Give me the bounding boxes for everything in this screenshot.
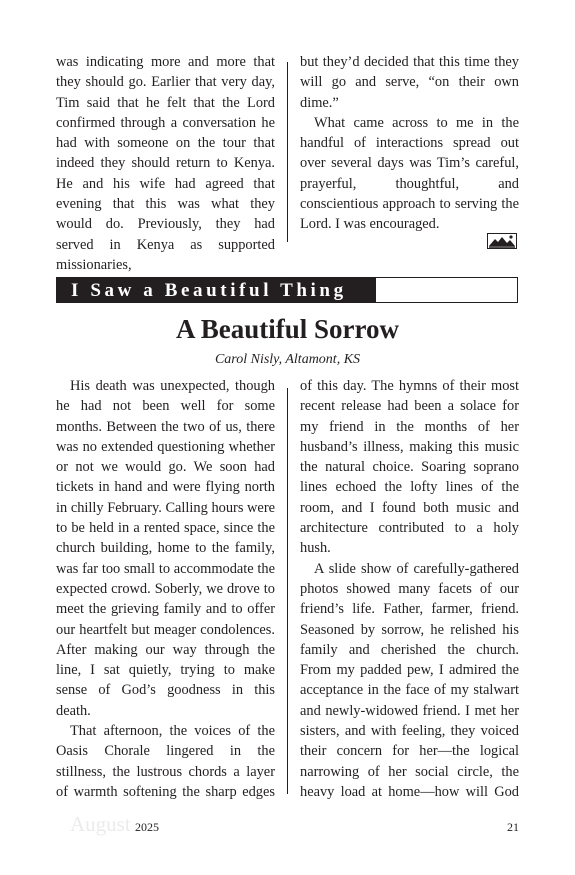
paragraph: A slide show of carefully-gathered photos showed many facets of our friend’s life. Father, farmer, friend. Seasoned by sorrow, he relished his family and cherished the church. From my padded pew, I admired the acceptance in the face of my stalwart and newly-widowed friend. I met her sisters, and with feeling, they voiced their concern for her—the logical narrowing of her social circle, the heavy load at home—how will God xyxy=(300,560,519,800)
paragraph: of this day. The hymns of their most recent release had been a solace for my friend in the months of her husband’s illness, making this music the natural choice. Soaring soprano lines echoed the lofty lines of the room, and I found both music and architecture contributed to a holy hush. xyxy=(300,378,519,557)
prev-article-left-column xyxy=(56,52,275,275)
paragraph: That afternoon, the voices of the Oasis Chorale lingered in the stillness, the lustrous chords a layer of warmth softening the sharp edges xyxy=(56,723,275,800)
section-label: I Saw a Beautiful Thing xyxy=(57,278,376,302)
paragraph: was indicating more and more that they should go. Earlier that very day, Tim said that he felt that the Lord confirmed through a conversation he had with someone on the tour that indeed they should return to Kenya. He and his wife had agreed that evening that this was what they would do. Previously, they had served in Kenya as supported missionaries, xyxy=(56,54,275,273)
page-number: 21 xyxy=(507,820,519,834)
paragraph: What came across to me in the handful of interactions spread out over several days was Tim’s careful, prayerful, thoughtful, and conscientious approach to serving the Lord. I was encouraged. xyxy=(300,114,519,233)
prev-article-right-column xyxy=(300,52,519,235)
paragraph: but they’d decided that this time they will go and serve, “on their own dime.” xyxy=(300,54,519,111)
column-divider xyxy=(287,388,288,794)
column-divider xyxy=(287,62,288,242)
article-title: A Beautiful Sorrow xyxy=(175,314,399,344)
article-right-column xyxy=(300,376,519,802)
article-byline: Carol Nisly, Altamont, KS xyxy=(214,352,361,367)
footer-month: August xyxy=(70,812,131,836)
footer-year: 2025 xyxy=(135,820,159,834)
paragraph: His death was unexpected, though he had not been well for some months. Between the two of us, there was no extended questioning whether or not we would go. We soon had tickets in hand and were flying north in chilly February. Calling hours were to be held in a rented space, since the church building, home to the family, was far too small to accommodate the expected crowd. Soberly, we drove to meet the grieving family and to offer our heartfelt but meager condolences. After making our way through the line, I sat quietly, trying to make sense of God’s goodness in this death. xyxy=(56,378,275,719)
section-banner xyxy=(56,277,518,303)
article-left-column xyxy=(56,376,275,802)
landscape-end-mark-icon xyxy=(487,233,517,249)
